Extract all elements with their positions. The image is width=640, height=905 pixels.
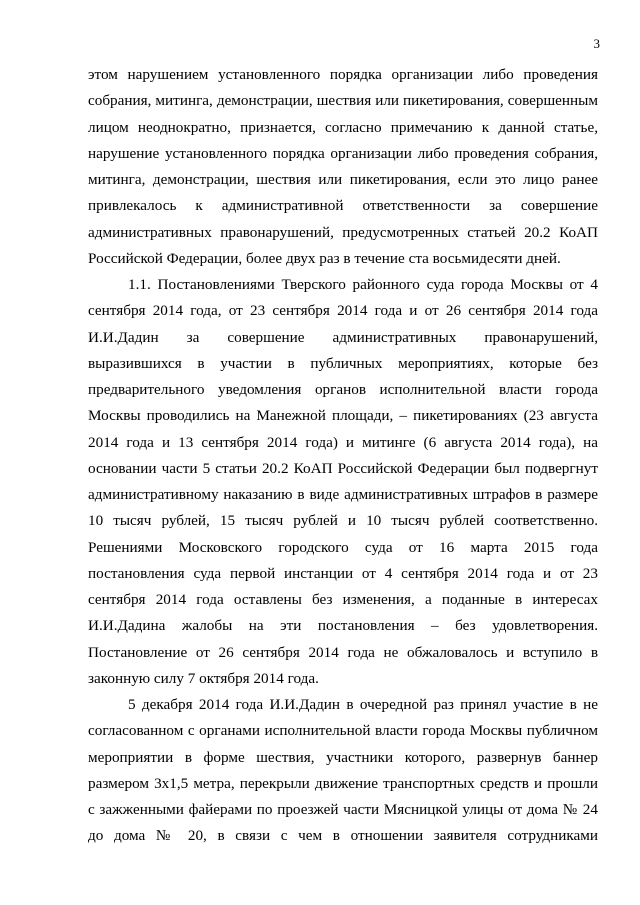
paragraph-december-2014: 5 декабря 2014 года И.И.Дадин в очередной раз принял участие в не согласованном с органами исполнительной власти города Москвы публичном мероприятии в форме шествия, участники которого, развернув баннер размером 3х1,5 метра, перекрыли движение транспортных средств и прошли с зажженными файерами по проезжей части Мясницкой улицы от дома № 24 до дома № 20, в связи с чем в отношении заявителя сотрудниками xyxy=(88,696,598,845)
paragraph-continuation: этом нарушением установленного порядка организации либо проведения собрания, митинга, демонстрации, шествия или пикетирования, совершенным лицом неоднократно, признается, согласно примечанию к данной статье, нарушение установленного порядка организации либо проведения собрания, митинга, демонстрации, шествия или пикетирования, если это лицо ранее привлекалось к административной ответственности за совершение административных правонарушений, предусмотренных статьей 20.2 КоАП Российской Федерации, более двух раз в течение ста восьмидесяти дней. xyxy=(88,66,598,267)
document-body xyxy=(88,62,598,850)
paragraph-1-1: 1.1. Постановлениями Тверского районного суда города Москвы от 4 сентября 2014 года, от 23 сентября 2014 года и от 26 сентября 2014 года И.И.Дадин за совершение административных правонарушений, выразившихся в участии в публичных мероприятиях, которые без предварительного уведомления органов исполнительной власти города Москвы проводились на Манежной площади, – пикетированиях (23 августа 2014 года и 13 сентября 2014 года) и митинге (6 августа 2014 года), на основании части 5 статьи 20.2 КоАП Российской Федерации был подвергнут административному наказанию в виде административных штрафов в размере 10 тысяч рублей, 15 тысяч рублей и 10 тысяч рублей соответственно. Решениями Московского городского суда от 16 марта 2015 года постановления суда первой инстанции от 4 сентября 2014 года и от 23 сентября 2014 года оставлены без изменения, а поданные в интересах И.И.Дадина жалобы на эти постановления – без удовлетворения. Постановление от 26 сентября 2014 года не обжаловалось и вступило в законную силу 7 октября 2014 года. xyxy=(88,276,598,687)
page-number: 3 xyxy=(593,36,600,51)
